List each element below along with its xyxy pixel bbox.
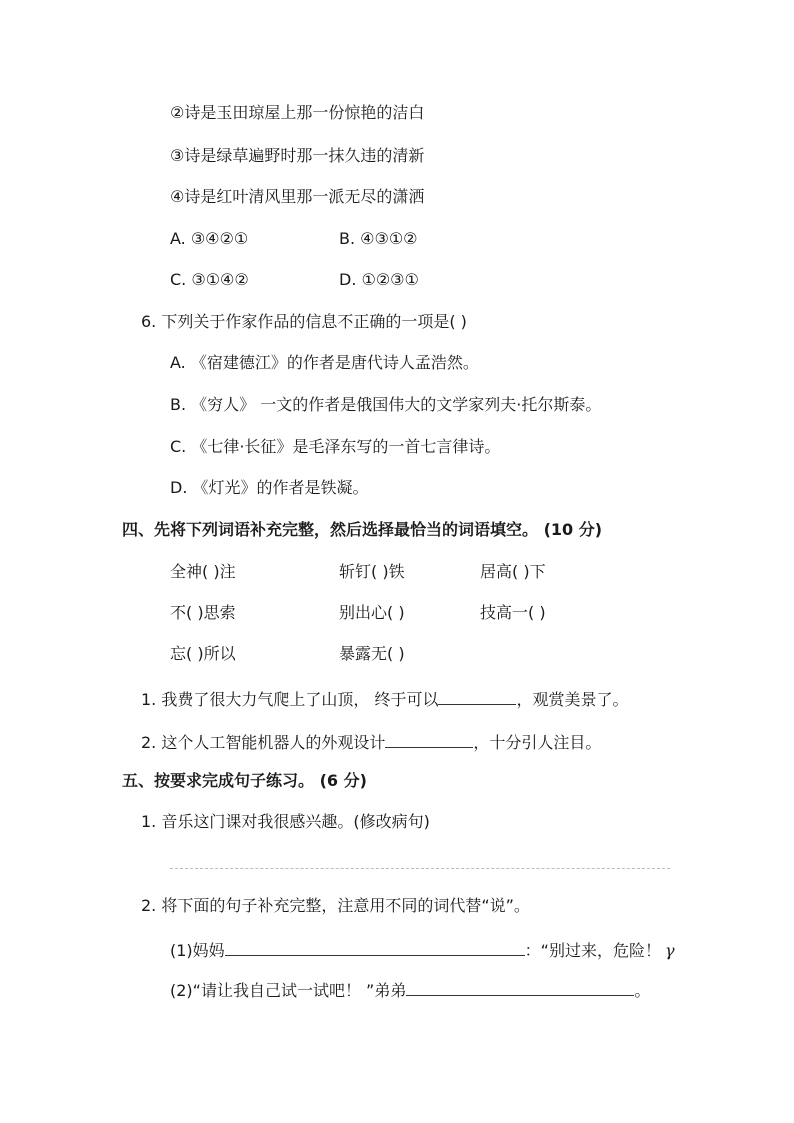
sentence-2-blank[interactable] (385, 731, 473, 748)
q6-option-a: A. 《宿建德江》的作者是唐代诗人孟浩然。 (170, 353, 479, 372)
sentence-1-blank[interactable] (438, 688, 516, 705)
section-5-q1: 1. 音乐这门课对我很感兴趣。(修改病句) (141, 812, 430, 831)
sentence-2-after: ，十分引人注目。 (473, 733, 602, 752)
section-4-sentence-1 (141, 688, 628, 710)
q6-stem: 6. 下列关于作家作品的信息不正确的一项是( ) (141, 312, 467, 331)
section-4-sentence-2 (141, 731, 601, 753)
section-5-q2-2 (170, 979, 650, 1001)
q2-2-after: 。 (634, 981, 651, 1000)
word-blank-3: 居高( )下 (480, 562, 546, 581)
sentence-2-before: 2. 这个人工智能机器人的外观设计 (141, 733, 386, 752)
q6-option-b: B. 《穷人》 一文的作者是俄国伟大的文学家列夫·托尔斯泰。 (170, 395, 602, 414)
word-blank-4: 不( )思索 (170, 603, 236, 622)
section-5-title: 五、按要求完成句子练习。 (6 分) (122, 771, 367, 790)
word-blank-1: 全神( )注 (170, 562, 236, 581)
q2-1-blank[interactable] (225, 939, 525, 956)
q5-option-line-2: ②诗是玉田琼屋上那一份惊艳的洁白 (170, 103, 425, 122)
q2-1-before: (1)妈妈 (170, 941, 225, 960)
q2-2-before: (2)“请让我自己试一试吧！ ”弟弟 (170, 981, 407, 1000)
section-5-q2-1 (170, 939, 675, 961)
word-blank-7: 忘( )所以 (170, 644, 236, 663)
q2-1-after: ：“别过来，危险！ (524, 941, 661, 960)
word-blank-2: 斩钉( )铁 (339, 562, 405, 581)
q5-choice-a: A. ③④②① (170, 229, 249, 248)
word-blank-6: 技高一( ) (480, 603, 546, 622)
q5-option-line-4: ④诗是红叶清风里那一派无尽的潇洒 (170, 187, 425, 206)
q5-option-line-3: ③诗是绿草遍野时那一抹久违的清新 (170, 146, 425, 165)
sentence-1-after: ，观赏美景了。 (516, 690, 629, 709)
q5-choice-d: D. ①②③① (339, 270, 419, 289)
q6-option-d: D. 《灯光》的作者是铁凝。 (170, 478, 369, 497)
word-blank-5: 别出心( ) (339, 603, 405, 622)
word-blank-8: 暴露无( ) (339, 644, 405, 663)
mark-glyph: γ (664, 941, 675, 960)
q2-2-blank[interactable] (406, 979, 634, 996)
q5-choice-c: C. ③①④② (170, 270, 249, 289)
answer-line[interactable] (170, 868, 670, 869)
section-5-q2: 2. 将下面的句子补充完整，注意用不同的词代替“说”。 (141, 896, 530, 915)
q5-choice-b: B. ④③①② (339, 229, 418, 248)
q6-option-c: C. 《七律·长征》是毛泽东写的一首七言律诗。 (170, 437, 501, 456)
section-4-title: 四、先将下列词语补充完整，然后选择最恰当的词语填空。 (10 分) (122, 520, 603, 539)
sentence-1-before: 1. 我费了很大力气爬上了山顶， 终于可以 (141, 690, 439, 709)
